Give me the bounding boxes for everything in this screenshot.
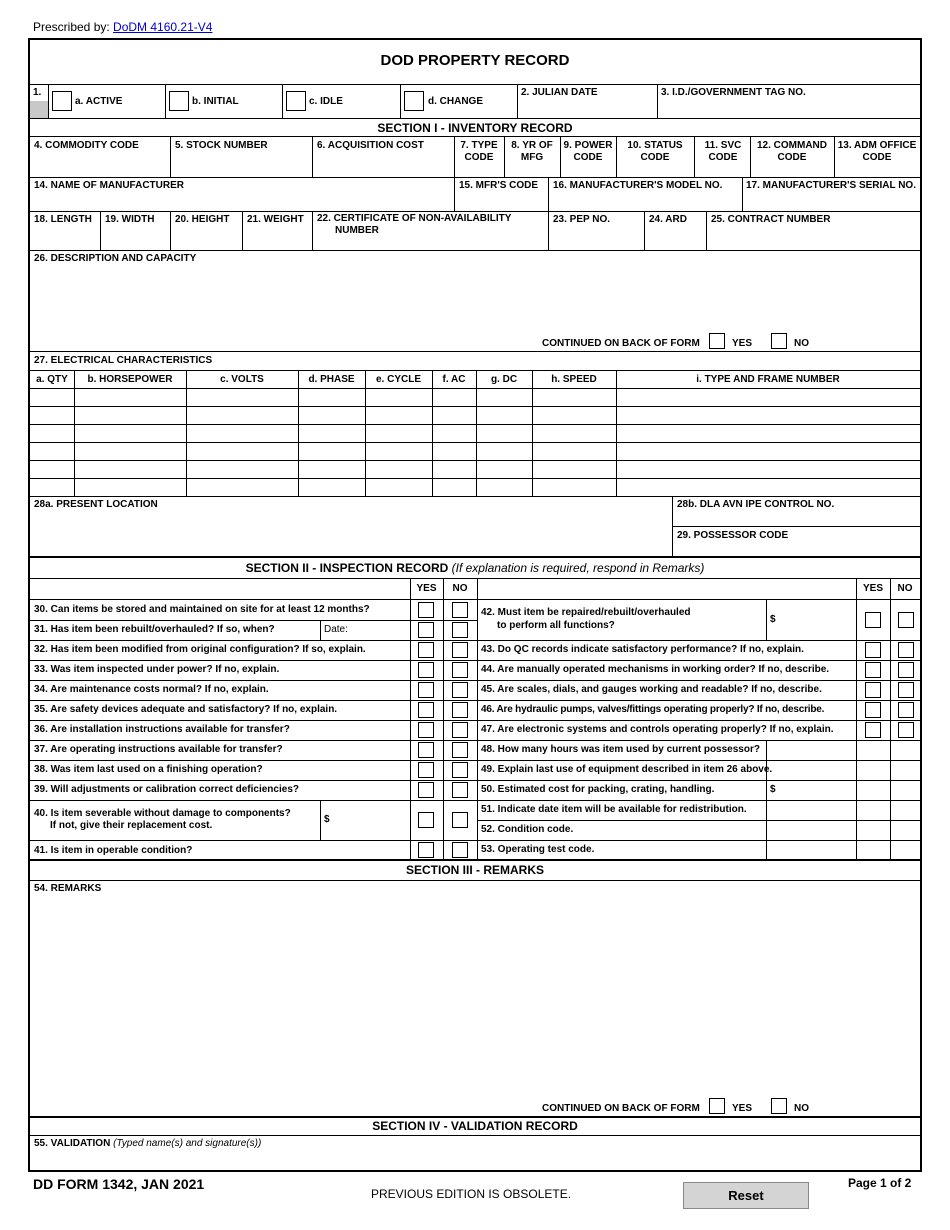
q47-no-checkbox[interactable]	[898, 722, 914, 738]
q32-no-checkbox[interactable]	[452, 642, 468, 658]
continued-yes-label-1: YES	[732, 338, 753, 349]
question-43: 43. Do QC records indicate satisfactory performance? If no, explain.	[481, 644, 804, 655]
elec-header-volts: c. VOLTS	[220, 374, 264, 385]
section-2-title	[30, 561, 920, 575]
q40-yes-checkbox[interactable]	[418, 812, 434, 828]
question-52: 52. Condition code.	[481, 824, 574, 835]
elec-header-cycle: e. CYCLE	[375, 374, 421, 385]
remarks-label: 54. REMARKS	[34, 883, 102, 894]
q42-yes-checkbox[interactable]	[865, 612, 881, 628]
yr-of-mfg-line1: 8. YR OF	[511, 140, 553, 151]
adm-office-code-line2: CODE	[862, 152, 892, 163]
q30-yes-checkbox[interactable]	[418, 602, 434, 618]
change-checkbox[interactable]	[404, 91, 424, 111]
section-4-title: SECTION IV - VALIDATION RECORD	[372, 1119, 578, 1133]
certificate-label	[317, 213, 511, 237]
q43-yes-checkbox[interactable]	[865, 642, 881, 658]
q45-no-checkbox[interactable]	[898, 682, 914, 698]
question-45: 45. Are scales, dials, and gauges working and readable? If no, describe.	[481, 684, 822, 695]
height-label: 20. HEIGHT	[175, 214, 230, 225]
right-yes-header: YES	[862, 583, 883, 594]
q47-yes-checkbox[interactable]	[865, 722, 881, 738]
form-number: DD FORM 1342, JAN 2021	[33, 1176, 205, 1192]
question-37: 37. Are operating instructions available for transfer?	[34, 744, 283, 755]
adm-office-code-line1: 13. ADM OFFICE	[837, 140, 917, 151]
commodity-code-label: 4. COMMODITY CODE	[34, 140, 139, 151]
manufacturer-name-label: 14. NAME OF MANUFACTURER	[34, 180, 185, 191]
remarks-field[interactable]	[32, 896, 918, 1101]
elec-header-dc: g. DC	[490, 374, 518, 385]
acquisition-cost-label: 6. ACQUISITION COST	[317, 140, 424, 151]
dla-control-label: 28b. DLA AVN IPE CONTROL NO.	[677, 499, 835, 510]
validation-note: (Typed name(s) and signature(s))	[110, 1138, 262, 1149]
q43-no-checkbox[interactable]	[898, 642, 914, 658]
stock-number-label: 5. STOCK NUMBER	[175, 140, 268, 151]
contract-number-label: 25. CONTRACT NUMBER	[711, 214, 831, 225]
command-code-label	[750, 140, 834, 164]
yr-of-mfg-line2: MFG	[520, 152, 544, 163]
power-code-label	[560, 140, 616, 164]
elec-header-horsepower: b. HORSEPOWER	[87, 374, 173, 385]
q35-yes-checkbox[interactable]	[418, 702, 434, 718]
question-42-line2: to perform all functions?	[497, 620, 615, 631]
certificate-line1: 22. CERTIFICATE OF NON-AVAILABILITY	[317, 213, 512, 224]
q31-yes-checkbox[interactable]	[418, 622, 434, 638]
question-50: 50. Estimated cost for packing, crating, handling.	[481, 784, 715, 795]
q37-no-checkbox[interactable]	[452, 742, 468, 758]
power-code-line2: CODE	[573, 152, 603, 163]
continued-label-1: CONTINUED ON BACK OF FORM	[542, 338, 700, 349]
q33-no-checkbox[interactable]	[452, 662, 468, 678]
status-code-line1: 10. STATUS	[627, 140, 683, 151]
q37-yes-checkbox[interactable]	[418, 742, 434, 758]
continued-no-checkbox-1[interactable]	[771, 333, 787, 349]
question-36: 36. Are installation instructions available for transfer?	[34, 724, 290, 735]
status-code-label	[616, 140, 694, 164]
continued-yes-checkbox-1[interactable]	[709, 333, 725, 349]
section-2-note: (If explanation is required, respond in Remarks)	[448, 561, 705, 575]
q44-yes-checkbox[interactable]	[865, 662, 881, 678]
svc-code-label	[694, 140, 752, 164]
question-49: 49. Explain last use of equipment described in item 26 above.	[481, 764, 773, 775]
q46-yes-checkbox[interactable]	[865, 702, 881, 718]
q41-yes-checkbox[interactable]	[418, 842, 434, 858]
q31-no-checkbox[interactable]	[452, 622, 468, 638]
form-title: DOD PROPERTY RECORD	[380, 52, 570, 69]
width-label: 19. WIDTH	[105, 214, 155, 225]
question-48: 48. How many hours was item used by current possessor?	[481, 744, 760, 755]
prescribed-link[interactable]: DoDM 4160.21-V4	[113, 20, 213, 34]
question-53: 53. Operating test code.	[481, 844, 595, 855]
svc-code-line2: CODE	[708, 152, 738, 163]
question-51: 51. Indicate date item will be available for redistribution.	[481, 804, 747, 815]
q44-no-checkbox[interactable]	[898, 662, 914, 678]
validation-label	[34, 1138, 261, 1150]
continued-yes-checkbox-2[interactable]	[709, 1098, 725, 1114]
julian-date-label: 2. JULIAN DATE	[521, 87, 598, 98]
elec-header-ac: f. AC	[442, 374, 466, 385]
type-code-line1: 7. TYPE	[460, 140, 498, 151]
question-39: 39. Will adjustments or calibration correct deficiencies?	[34, 784, 299, 795]
question-32: 32. Has item been modified from original configuration? If so, explain.	[34, 644, 366, 655]
q39-yes-checkbox[interactable]	[418, 782, 434, 798]
active-checkbox[interactable]	[52, 91, 72, 111]
initial-checkbox[interactable]	[169, 91, 189, 111]
description-label: 26. DESCRIPTION AND CAPACITY	[34, 253, 197, 264]
yr-of-mfg-label	[504, 140, 560, 164]
right-no-header: NO	[897, 583, 913, 594]
elec-header-qty: a. QTY	[36, 374, 68, 385]
length-label: 18. LENGTH	[34, 214, 92, 225]
question-42-line1: 42. Must item be repaired/rebuilt/overhauled	[481, 607, 691, 618]
q46-no-checkbox[interactable]	[898, 702, 914, 718]
idle-checkbox[interactable]	[286, 91, 306, 111]
section-2-title-text: SECTION II - INSPECTION RECORD	[245, 561, 449, 575]
pep-no-label: 23. PEP NO.	[553, 214, 611, 225]
question-34: 34. Are maintenance costs normal? If no, explain.	[34, 684, 269, 695]
active-label: a. ACTIVE	[75, 96, 123, 107]
q32-yes-checkbox[interactable]	[418, 642, 434, 658]
field-1	[30, 85, 48, 118]
elec-header-type-frame: i. TYPE AND FRAME NUMBER	[696, 374, 840, 385]
validation-label-text: 55. VALIDATION	[34, 1138, 111, 1149]
adm-office-code-label	[834, 140, 920, 164]
change-label: d. CHANGE	[428, 96, 483, 107]
electrical-label: 27. ELECTRICAL CHARACTERISTICS	[34, 355, 213, 366]
field-1-label: 1.	[33, 87, 42, 98]
reset-button[interactable]: Reset	[683, 1182, 809, 1209]
obsolete-note: PREVIOUS EDITION IS OBSOLETE.	[371, 1187, 572, 1201]
question-44: 44. Are manually operated mechanisms in working order? If no, describe.	[481, 664, 830, 675]
q36-yes-checkbox[interactable]	[418, 722, 434, 738]
certificate-line2: NUMBER	[335, 225, 379, 236]
question-41: 41. Is item in operable condition?	[34, 845, 193, 856]
present-location-label: 28a. PRESENT LOCATION	[34, 499, 158, 510]
q36-no-checkbox[interactable]	[452, 722, 468, 738]
q34-no-checkbox[interactable]	[452, 682, 468, 698]
continued-no-label-1: NO	[794, 338, 809, 349]
q42-no-checkbox[interactable]	[898, 612, 914, 628]
property-record-form	[28, 38, 922, 1172]
power-code-line1: 9. POWER	[563, 140, 613, 151]
field-1-marker	[30, 101, 48, 118]
left-yes-header: YES	[416, 583, 437, 594]
svc-code-line1: 11. SVC	[704, 140, 742, 151]
q45-yes-checkbox[interactable]	[865, 682, 881, 698]
q38-yes-checkbox[interactable]	[418, 762, 434, 778]
q39-no-checkbox[interactable]	[452, 782, 468, 798]
type-code-line2: CODE	[464, 152, 494, 163]
section-3-title: SECTION III - REMARKS	[405, 863, 544, 877]
elec-header-phase: d. PHASE	[308, 374, 355, 385]
prescribed-prefix: Prescribed by:	[33, 20, 114, 34]
left-no-header: NO	[452, 583, 468, 594]
prescribed-by	[33, 20, 212, 34]
continued-label-2: CONTINUED ON BACK OF FORM	[542, 1103, 700, 1114]
question-33: 33. Was item inspected under power? If no, explain.	[34, 664, 280, 675]
status-code-line2: CODE	[640, 152, 670, 163]
q40-dollar: $	[324, 814, 330, 825]
mfr-code-label: 15. MFR'S CODE	[459, 180, 539, 191]
question-46: 46. Are hydraulic pumps, valves/fittings operating properly? If no, describe.	[481, 704, 825, 715]
possessor-code-label: 29. POSSESSOR CODE	[677, 530, 789, 541]
continued-yes-label-2: YES	[732, 1103, 753, 1114]
section-1-title: SECTION I - INVENTORY RECORD	[377, 121, 573, 135]
type-code-label	[454, 140, 504, 164]
q35-no-checkbox[interactable]	[452, 702, 468, 718]
q33-yes-checkbox[interactable]	[418, 662, 434, 678]
q41-no-checkbox[interactable]	[452, 842, 468, 858]
initial-label: b. INITIAL	[192, 96, 239, 107]
weight-label: 21. WEIGHT	[247, 214, 304, 225]
question-38: 38. Was item last used on a finishing operation?	[34, 764, 263, 775]
question-40-line2: If not, give their replacement cost.	[50, 820, 213, 831]
page-number: Page 1 of 2	[848, 1176, 912, 1190]
validation-field[interactable]	[32, 1152, 918, 1170]
command-code-line2: CODE	[777, 152, 807, 163]
model-no-label: 16. MANUFACTURER'S MODEL NO.	[553, 180, 723, 191]
question-35: 35. Are safety devices adequate and satisfactory? If no, explain.	[34, 704, 338, 715]
question-30: 30. Can items be stored and maintained on site for at least 12 months?	[34, 604, 370, 615]
q38-no-checkbox[interactable]	[452, 762, 468, 778]
command-code-line1: 12. COMMAND	[756, 140, 827, 151]
q31-date-label: Date:	[324, 624, 348, 635]
q50-dollar: $	[770, 784, 776, 795]
idle-label: c. IDLE	[309, 96, 343, 107]
continued-no-checkbox-2[interactable]	[771, 1098, 787, 1114]
continued-no-label-2: NO	[794, 1103, 809, 1114]
q40-no-checkbox[interactable]	[452, 812, 468, 828]
elec-header-speed: h. SPEED	[551, 374, 597, 385]
q42-dollar: $	[770, 614, 776, 625]
tag-no-label: 3. I.D./GOVERNMENT TAG NO.	[661, 87, 806, 98]
q30-no-checkbox[interactable]	[452, 602, 468, 618]
ard-label: 24. ARD	[649, 214, 687, 225]
question-31: 31. Has item been rebuilt/overhauled? If so, when?	[34, 624, 275, 635]
q34-yes-checkbox[interactable]	[418, 682, 434, 698]
question-40-line1: 40. Is item severable without damage to components?	[34, 808, 291, 819]
question-47: 47. Are electronic systems and controls operating properly? If no, explain.	[481, 724, 834, 735]
serial-no-label: 17. MANUFACTURER'S SERIAL NO.	[746, 180, 916, 191]
